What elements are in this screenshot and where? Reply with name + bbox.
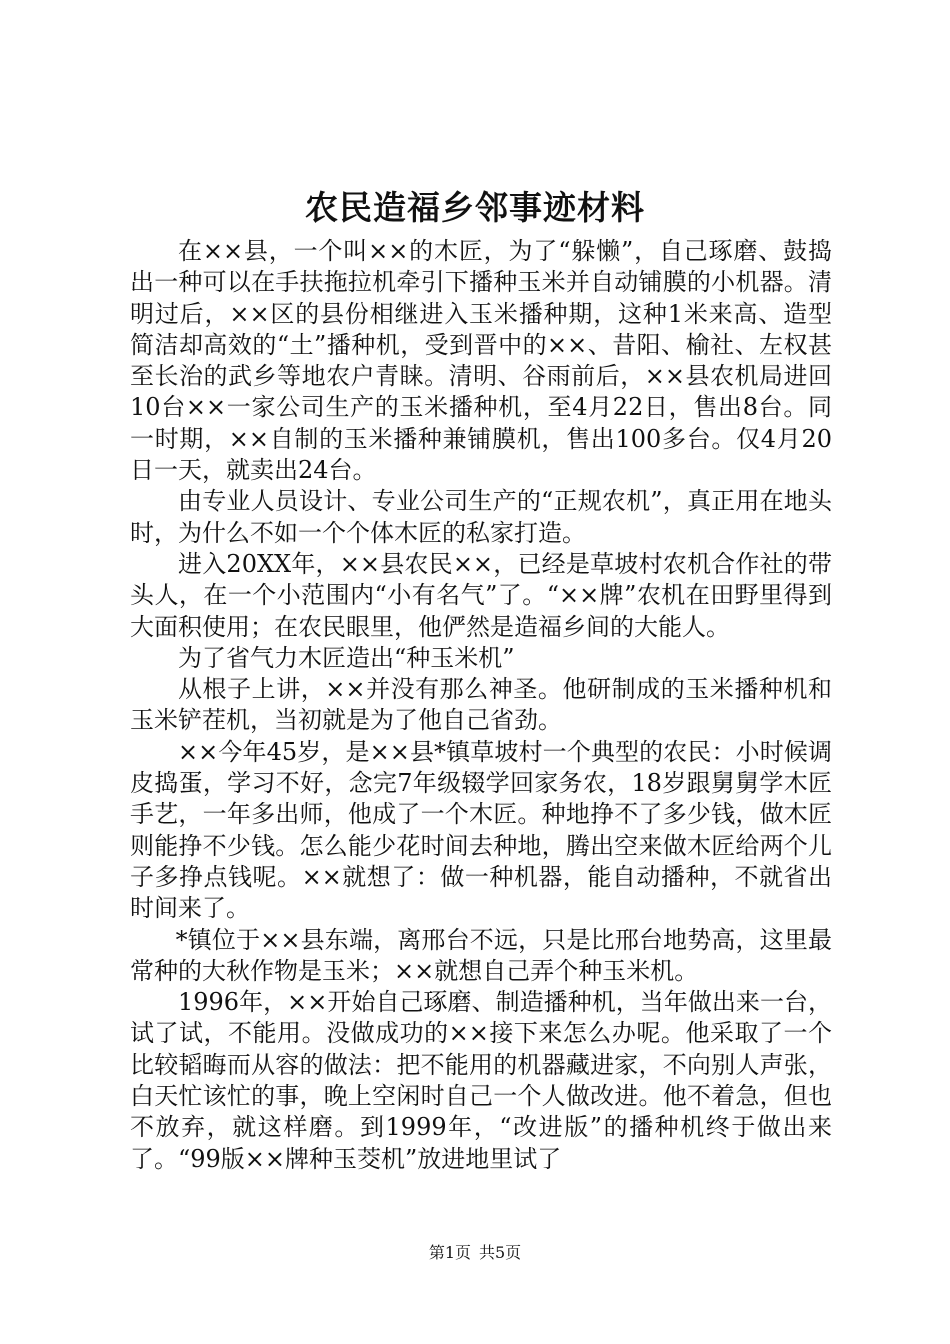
paragraph: 1996年，××开始自己琢磨、制造播种机，当年做出来一台，试了试，不能用。没做成功的××接下来怎么办呢。他采取了一个比较韬晦而从容的做法：把不能用的机器藏进家，不向别人声张，白天忙该忙的事，晚上空闲时自己一个人做改进。他不着急，但也不放弃，就这样磨。到1999年，“改进版”的播种机终于做出来了。“99版××牌种玉茭机”放进地里试了 bbox=[130, 988, 832, 1173]
document-title: 农民造福乡邻事迹材料 bbox=[305, 188, 645, 227]
page-number: 第1页 bbox=[428, 1243, 471, 1262]
page-footer bbox=[0, 1243, 950, 1263]
paragraph: 进入20XX年，××县农民××，已经是草坡村农机合作社的带头人，在一个小范围内“小有名气”了。“××牌”农机在田野里得到大面积使用；在农民眼里，他俨然是造福乡间的大能人。 bbox=[130, 549, 832, 641]
document-body bbox=[130, 236, 832, 1175]
paragraph: *镇位于××县东端，离邢台不远，只是比邢台地势高，这里最常种的大秋作物是玉米；××就想自己弄个种玉米机。 bbox=[130, 925, 832, 985]
paragraph: 从根子上讲，××并没有那么神圣。他研制成的玉米播种机和玉米铲茬机，当初就是为了他自己省劲。 bbox=[130, 675, 832, 735]
paragraph: 由专业人员设计、专业公司生产的“正规农机”，真正用在地头时，为什么不如一个个体木匠的私家打造。 bbox=[130, 487, 832, 547]
page-total: 共5页 bbox=[479, 1243, 522, 1262]
paragraph: ××今年45岁，是××县*镇草坡村一个典型的农民：小时候调皮捣蛋，学习不好，念完7年级辍学回家务农，18岁跟舅舅学木匠手艺，一年多出师，他成了一个木匠。种地挣不了多少钱，做木匠则能挣不少钱。怎么能少花时间去种地，腾出空来做木匠给两个儿子多挣点钱呢。××就想了：做一种机器，能自动播种，不就省出时间来了。 bbox=[130, 737, 832, 923]
paragraph: 在××县，一个叫××的木匠，为了“躲懒”，自己琢磨、鼓捣出一种可以在手扶拖拉机牵引下播种玉米并自动铺膜的小机器。清明过后，××区的县份相继进入玉米播种期，这种1米来高、造型简洁却高效的“土”播种机，受到晋中的××、昔阳、榆社、左权甚至长治的武乡等地农户青睐。清明、谷雨前后，××县农机局进回10台××一家公司生产的玉米播种机，至4月22日，售出8台。同一时期，××自制的玉米播种兼铺膜机，售出100多台。仅4月20日一天，就卖出24台。 bbox=[130, 237, 832, 485]
section-heading: 为了省气力木匠造出“种玉米机” bbox=[178, 643, 515, 672]
